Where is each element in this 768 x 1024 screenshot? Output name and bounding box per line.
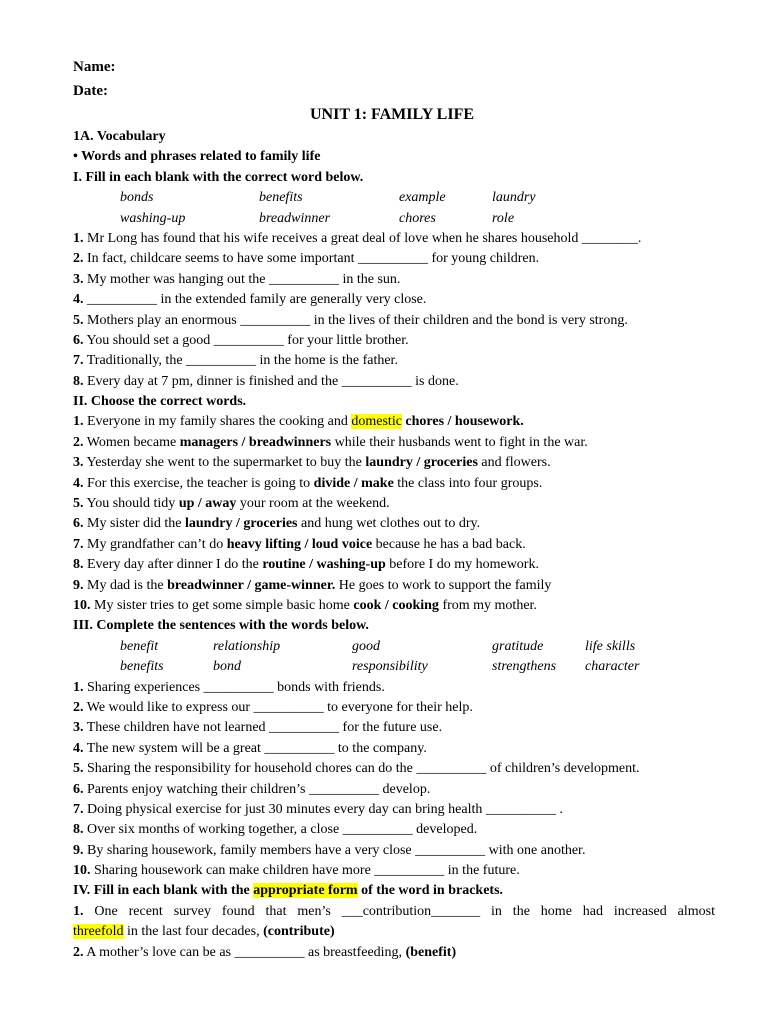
question-text: while their husbands went to fight in the war. xyxy=(331,434,588,450)
question-item xyxy=(73,311,715,331)
exercise-2-heading: II. Choose the correct words. xyxy=(73,394,247,410)
heading-text: of the word in brackets. xyxy=(357,883,504,899)
word-bank-item: life skills xyxy=(585,638,636,654)
question-item xyxy=(73,596,715,616)
answer-choices: routine / washing-up xyxy=(262,557,386,573)
section-heading: 1A. Vocabulary xyxy=(73,129,166,144)
question-text: My sister did the xyxy=(83,516,185,532)
question-number: 6. xyxy=(73,332,84,348)
word-bank-item: role xyxy=(492,210,515,226)
word-bank-item: washing-up xyxy=(120,210,186,226)
question-text: He goes to work to support the family xyxy=(335,577,552,593)
question-item xyxy=(73,372,715,392)
question-text: My sister tries to get some simple basic home xyxy=(90,597,354,613)
answer-choices: up / away xyxy=(178,496,237,512)
highlighted-word: threefold xyxy=(73,924,124,940)
question-number: 5. xyxy=(73,312,84,328)
question-text: Women became xyxy=(83,434,180,450)
question-number: 9. xyxy=(73,842,84,858)
question-text: __________ in the extended family are generally very close. xyxy=(83,292,427,308)
question-text: Every day at 7 pm, dinner is finished and the __________ is done. xyxy=(83,373,459,389)
word-bank-item: benefit xyxy=(120,638,159,654)
exercise-4-heading xyxy=(73,881,715,901)
question-item xyxy=(73,514,715,534)
word-bank-item: good xyxy=(352,638,380,654)
word-bank-item: breadwinner xyxy=(259,210,331,226)
question-item xyxy=(73,800,715,820)
word-bank-row xyxy=(73,637,715,657)
question-text: Over six months of working together, a close __________ developed. xyxy=(83,822,478,838)
question-item xyxy=(73,433,715,453)
question-text: We would like to express our __________ to everyone for their help. xyxy=(83,699,473,715)
question-item xyxy=(73,820,715,840)
word-bank-row xyxy=(73,209,715,229)
question-text: One recent survey found that men’s ___contribution_______ in the home had increased almost xyxy=(83,903,715,919)
question-number: 1. xyxy=(73,414,84,430)
question-item xyxy=(73,759,715,779)
question-text: Traditionally, the __________ in the home is the father. xyxy=(83,353,398,369)
word-bank-item: laundry xyxy=(492,190,536,206)
date-label: Date: xyxy=(73,83,108,99)
question-text: Yesterday she went to the supermarket to buy the xyxy=(83,455,366,471)
question-text: Mothers play an enormous __________ in the lives of their children and the bond is very strong. xyxy=(83,312,628,328)
word-bank-item: benefits xyxy=(259,190,303,206)
word-bank-item: bonds xyxy=(120,190,154,206)
question-item xyxy=(73,902,715,922)
question-text: Doing physical exercise for just 30 minutes every day can bring health __________ . xyxy=(83,801,563,817)
question-number: 1. xyxy=(73,679,84,695)
question-text: My dad is the xyxy=(83,577,168,593)
question-number: 4. xyxy=(73,475,84,491)
question-text: Parents enjoy watching their children’s __________ develop. xyxy=(83,781,431,797)
question-text: before I do my homework. xyxy=(385,557,539,573)
question-text: in the last four decades, xyxy=(123,924,264,940)
question-item-continued xyxy=(73,922,715,942)
question-number: 1. xyxy=(73,903,84,919)
word-bank-item: gratitude xyxy=(492,638,544,654)
question-item xyxy=(73,229,715,249)
question-text: For this exercise, the teacher is going to xyxy=(83,475,314,491)
question-item xyxy=(73,943,715,963)
question-text: By sharing housework, family members have a very close __________ with one another. xyxy=(83,842,586,858)
question-number: 2. xyxy=(73,944,84,960)
question-number: 3. xyxy=(73,271,84,287)
question-text: My grandfather can’t do xyxy=(83,536,227,552)
question-text: the class into four groups. xyxy=(393,475,543,491)
word-bank-item: example xyxy=(399,190,446,206)
question-text: your room at the weekend. xyxy=(236,496,390,512)
question-text: Everyone in my family shares the cooking and xyxy=(83,414,352,430)
question-item xyxy=(73,270,715,290)
question-text: from my mother. xyxy=(438,597,537,613)
answer-choices: cook / cooking xyxy=(353,597,439,613)
question-item xyxy=(73,861,715,881)
name-label: Name: xyxy=(73,59,116,75)
question-text: My mother was hanging out the __________ in the sun. xyxy=(83,271,401,287)
question-text: Sharing housework can make children have more __________ in the future. xyxy=(90,863,520,879)
exercise-1-heading: I. Fill in each blank with the correct word below. xyxy=(73,169,364,185)
worksheet-content xyxy=(73,55,715,963)
answer-choices: managers / breadwinners xyxy=(179,434,332,450)
heading-text: IV. Fill in each blank with the xyxy=(73,883,254,899)
page-title: UNIT 1: FAMILY LIFE xyxy=(309,106,475,123)
question-item xyxy=(73,351,715,371)
question-text: The new system will be a great __________ to the company. xyxy=(83,740,427,756)
word-hint: (contribute) xyxy=(263,924,335,940)
question-text: Sharing the responsibility for household chores can do the __________ of children’s development. xyxy=(83,761,640,777)
answer-choices: heavy lifting / loud voice xyxy=(226,536,373,552)
word-bank-item: benefits xyxy=(120,659,164,675)
question-item xyxy=(73,249,715,269)
question-number: 6. xyxy=(73,516,84,532)
question-number: 2. xyxy=(73,434,84,450)
word-bank-row xyxy=(73,188,715,208)
exercise-3-heading: III. Complete the sentences with the words below. xyxy=(73,618,369,634)
question-text: and hung wet clothes out to dry. xyxy=(297,516,481,532)
question-text: because he has a bad back. xyxy=(372,536,526,552)
question-number: 10. xyxy=(73,597,91,613)
question-item xyxy=(73,290,715,310)
word-bank-item: character xyxy=(585,659,640,675)
word-hint: (benefit) xyxy=(405,944,457,960)
question-text: and flowers. xyxy=(477,455,551,471)
question-item xyxy=(73,412,715,432)
word-bank-item: responsibility xyxy=(352,659,428,675)
question-number: 3. xyxy=(73,455,84,471)
question-item xyxy=(73,718,715,738)
question-text: Sharing experiences __________ bonds with friends. xyxy=(83,679,385,695)
question-number: 2. xyxy=(73,699,84,715)
question-number: 7. xyxy=(73,536,84,552)
question-number: 8. xyxy=(73,373,84,389)
question-text: These children have not learned __________ for the future use. xyxy=(83,720,443,736)
question-item xyxy=(73,698,715,718)
question-item xyxy=(73,555,715,575)
question-item xyxy=(73,494,715,514)
answer-choices: laundry / groceries xyxy=(365,455,478,471)
question-number: 4. xyxy=(73,292,84,308)
question-text: . xyxy=(520,414,524,430)
question-item xyxy=(73,678,715,698)
answer-choices: laundry / groceries xyxy=(185,516,298,532)
question-number: 7. xyxy=(73,353,84,369)
question-number: 1. xyxy=(73,230,84,246)
question-text: You should set a good __________ for your little brother. xyxy=(83,332,409,348)
highlighted-phrase: appropriate form xyxy=(253,883,358,899)
question-number: 10. xyxy=(73,863,91,879)
question-text: Mr Long has found that his wife receives a great deal of love when he shares household ________. xyxy=(83,230,642,246)
question-item xyxy=(73,780,715,800)
word-bank-row xyxy=(73,657,715,677)
question-number: 9. xyxy=(73,577,84,593)
highlighted-word: domestic xyxy=(351,414,402,430)
word-bank-item: bond xyxy=(213,659,241,675)
question-number: 4. xyxy=(73,740,84,756)
question-item xyxy=(73,453,715,473)
question-number: 8. xyxy=(73,822,84,838)
question-item xyxy=(73,841,715,861)
question-item xyxy=(73,535,715,555)
answer-choices: chores / housework xyxy=(405,414,521,430)
question-number: 2. xyxy=(73,251,84,267)
answer-choices: breadwinner / game-winner. xyxy=(167,577,336,593)
question-number: 5. xyxy=(73,496,84,512)
question-text: Every day after dinner I do the xyxy=(83,557,263,573)
question-item xyxy=(73,331,715,351)
question-item xyxy=(73,474,715,494)
answer-choices: divide / make xyxy=(313,475,394,491)
question-number: 7. xyxy=(73,801,84,817)
word-bank-item: strengthens xyxy=(492,659,557,675)
question-number: 5. xyxy=(73,761,84,777)
question-number: 6. xyxy=(73,781,84,797)
subtopic-heading: • Words and phrases related to family life xyxy=(73,149,321,165)
question-item xyxy=(73,576,715,596)
word-bank-item: relationship xyxy=(213,638,281,654)
question-text: In fact, childcare seems to have some important __________ for young children. xyxy=(83,251,540,267)
word-bank-item: chores xyxy=(399,210,436,226)
question-text: A mother’s love can be as __________ as breastfeeding, xyxy=(83,944,406,960)
question-number: 8. xyxy=(73,557,84,573)
question-number: 3. xyxy=(73,720,84,736)
question-item xyxy=(73,739,715,759)
question-text: You should tidy xyxy=(83,496,179,512)
